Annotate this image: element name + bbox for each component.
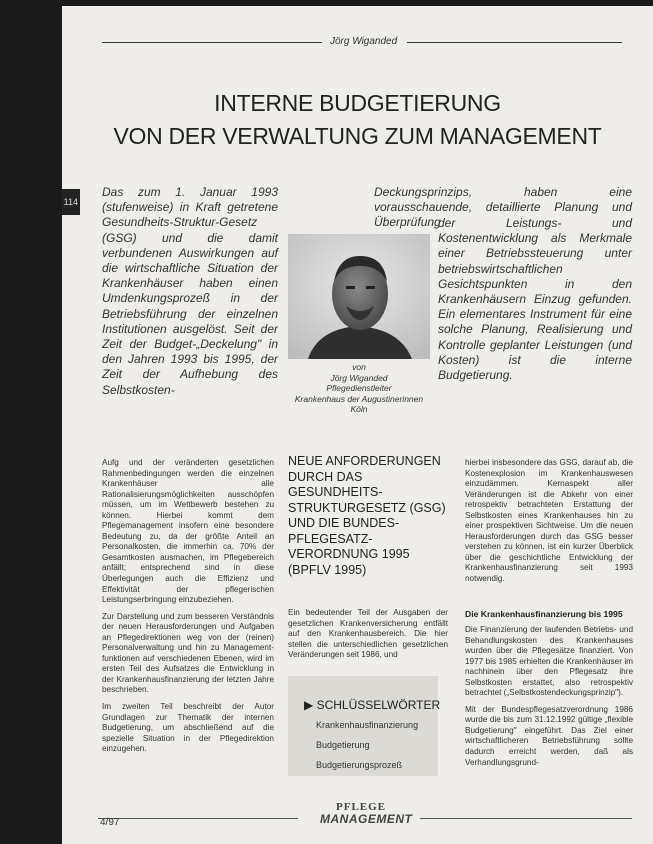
column-middle <box>288 608 448 667</box>
column-left-paragraph: Aufg und der veränderten gesetzlichen Rahmenbedingungen werden die einzelnen Krankenhäuser alle Rationalisierungsmöglichkeiten ausschöpfen müssen, um im Wettbewerb bestehen zu können. Hierbei kommt dem Pflegemanagement insofern eine besondere Bedeutung zu, da der größte Anteil an Personalkosten, die immerhin ca. 70% der Gesamtkosten ausmachen, im Pflegebereich anfällt; entsprechend sind in diese Überlegungen auch die Effizienz und Effektivität der pflegerischen Leistungserbringung einzubeziehen. <box>102 458 274 605</box>
column-middle-paragraph: Ein bedeutender Teil der Ausgaben der gesetzlichen Krankenversicherung entfällt auf den Krankenhausbereich. Die hier stellen die unterschiedlichen gesetzlichen Veränderungen seit 1986, und <box>288 608 448 660</box>
keyword-item: Krankenhausfinanzierung <box>316 720 419 730</box>
section-tab-marker: 114 <box>62 189 80 215</box>
keyword-item: Budgetierungsprozeß <box>316 760 403 770</box>
keywords-box <box>288 676 441 776</box>
section-subheading: NEUE ANFORDERUNGEN DURCH DAS GESUNDHEITS-STRUKTURGESETZ (GSG) UND DIE BUNDES-PFLEGESATZ-VERORDNUNG 1995 (BPFLV 1995) <box>288 454 446 577</box>
footer-rule-right <box>420 818 632 819</box>
triangle-bullet-icon: ▶ <box>304 698 317 712</box>
portrait-caption <box>288 362 430 415</box>
header-author: Jörg Wiganded <box>330 36 398 47</box>
intro-right-top: Deckungsprinzips, haben eine vorausschauende, detaillierte Planung und Überprüfung <box>374 185 632 230</box>
column-left <box>102 458 274 761</box>
author-portrait <box>288 234 430 359</box>
column-right-bottom <box>465 625 633 774</box>
column-left-paragraph: Im zweiten Teil beschreibt der Autor Grundlagen zur Thematik der internen Budgetierung, um abschließend auf die spezielle Situation in der Pflegedirektion einzugehen. <box>102 702 274 754</box>
article-title-line2: VON DER VERWALTUNG ZUM MANAGEMENT <box>113 123 602 149</box>
header-rule-left <box>102 42 322 43</box>
caption-city: Köln <box>350 404 368 414</box>
caption-org: Krankenhaus der Augustinerinnen <box>294 393 424 404</box>
page-number: 4/97 <box>100 817 120 828</box>
magazine-logo-bottom: MANAGEMENT <box>320 812 413 826</box>
intro-right: der Leistungs- und Kostenentwicklung als Merkmale einer Betriebssteuerung unter betriebswirtschaftlichen Gesichtspunkten in den Krankenhäusern Einzug gefunden. Ein elementares Instrument für eine solche Planung, Realisierung und Kontrolle geplanter Leistungen (und Kosten) ist die interne Budgetierung. <box>438 216 632 383</box>
caption-name: Jörg Wiganded <box>330 372 388 383</box>
column-right-paragraph: Die Finanzierung der laufenden Betriebs- und Behandlungskosten des Krankenhauses wurden über die Pflegesätze finanziert. Von 1977 bis 1985 erhielten die Krankenhäuser im nachhinein über den Pflegesatz ihre Selbstkosten erstattet, also retrospektiv betrachtet („Selbstkostendeckungsprinzip"). <box>465 625 633 698</box>
header-rule-right <box>407 42 622 43</box>
intro-left: Das zum 1. Januar 1993 (stufenweise) in Kraft getretene Gesundheits-Struktur-Gesetz (GSG) und die damit verbundenen Auswirkungen auf die wirtschaftliche Situation der Krankenhäuser haben einen Umdenkungsprozeß in der Betriebsführung der einzelnen Institutionen ausgelöst. Seit der Zeit der Budget-„Deckelung" in den Jahren 1993 bis 1995, der Zeit der Aufhebung des Selbstkosten- <box>102 185 278 397</box>
magazine-page <box>62 6 653 844</box>
portrait-image <box>288 234 430 359</box>
magazine-logo-top: PFLEGE <box>336 801 387 813</box>
keywords-title-text: SCHLÜSSELWÖRTER <box>316 698 441 712</box>
footer-rule-left <box>98 818 298 819</box>
keyword-item: Budgetierung <box>316 740 370 750</box>
column-right-heading: Die Krankenhausfinanzierung bis 1995 <box>465 609 623 619</box>
article-title-line1: INTERNE BUDGETIERUNG <box>214 90 501 116</box>
caption-von: von <box>352 362 366 372</box>
column-right-top <box>465 458 633 591</box>
keywords-title <box>304 698 440 712</box>
column-left-paragraph: Zur Darstellung und zum besseren Verständnis der neuen Herausforderungen und Aufgaben an Pflegedirektionen weg von der (reinen) Personalverwaltung und hin zu Management-funktionen auf verschiedenen Ebenen, wird im ersten Teil des Aufsatzes die Entwicklung in der Krankenhausfinanzierung der letzten Jahre beschrieben. <box>102 611 274 695</box>
caption-role: Pflegedienstleiter <box>326 383 392 393</box>
column-right-paragraph: Mit der Bundespflegesatzverordnung 1986 wurde die bis zum 31.12.1992 gültige „flexible Budgetierung" eingeführt. Das Ziel einer wirtschaftlicheren Betriebsführung sollte dadurch erreicht werden, daß als Verhandlungsgrund- <box>465 704 633 767</box>
column-right-paragraph: hierbei insbesondere das GSG, darauf ab, die Kostenexplosion im Krankenhauswesen einzudämmen. Kernaspekt aller Veränderungen ist die Abkehr von einer retrospektiv betrachteten Erstattung der Selbstkosten eines Krankenhauses hin zu einer prospektiven Sichtweise. Um die neuen Herausforderungen durch das GSG besser verstehen zu können, ist ein kurzer Überblick über die geschichtliche Entwicklung der Krankenhausfinanzierung seit 1993 notwendig. <box>465 458 633 584</box>
